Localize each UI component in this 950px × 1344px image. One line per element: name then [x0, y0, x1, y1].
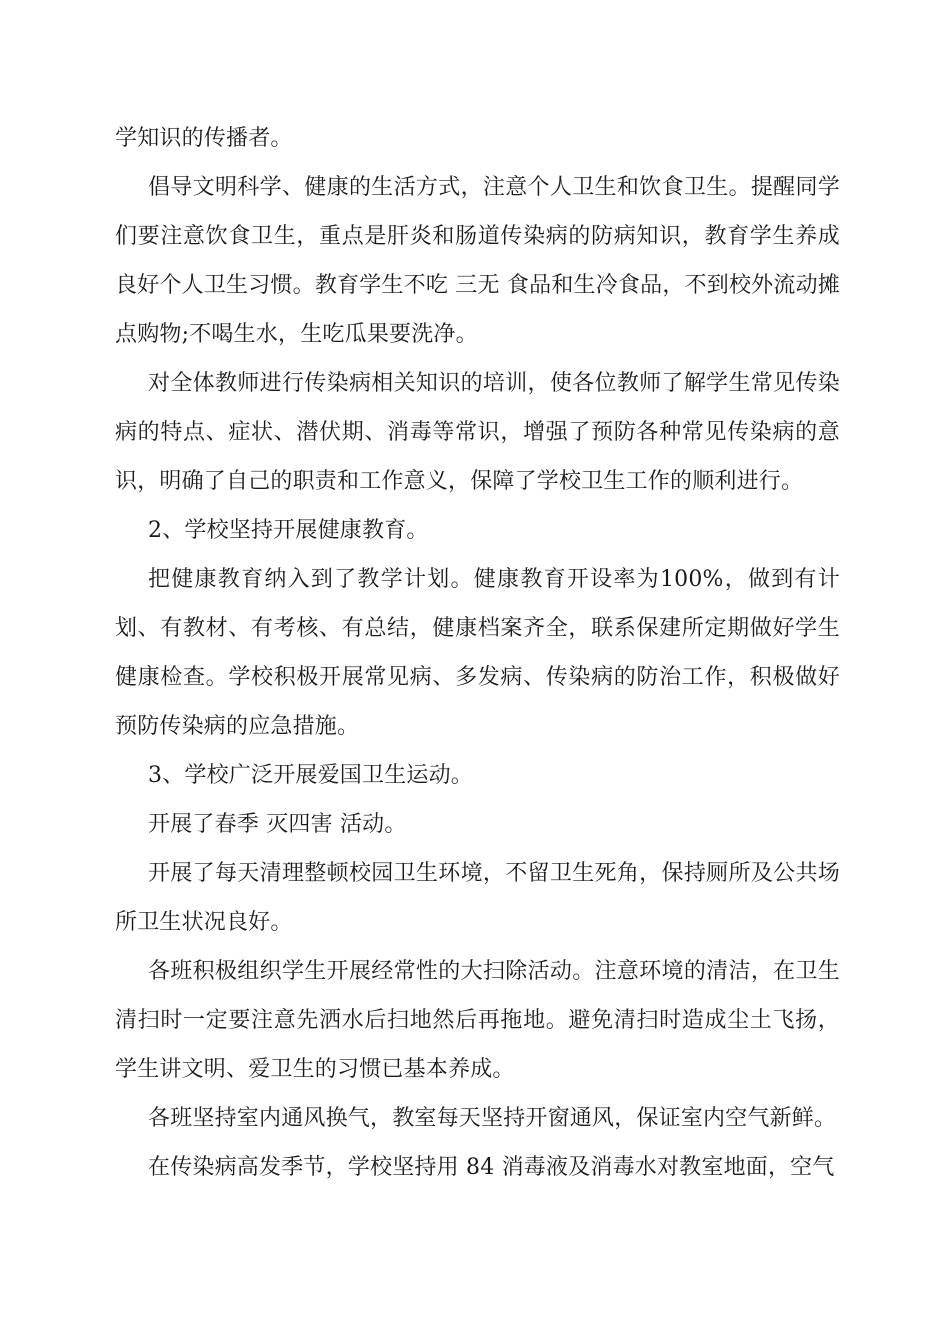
paragraph-6: 开展了春季 灭四害 活动。 [148, 812, 407, 837]
paragraph-7: 开展了每天清理整顿校园卫生环境，不留卫生死角，保持厕所及公共场所卫生状况良好。 [115, 861, 840, 935]
paragraph-9: 各班坚持室内通风换气，教室每天坚持开窗通风，保证室内空气新鲜。 [148, 1106, 837, 1131]
paragraph-2: 对全体教师进行传染病相关知识的培训，使各位教师了解学生常见传染病的特点、症状、潜伏期、消毒等常识，增强了预防各种常见传染病的意识，明确了自己的职责和工作意义，保障了学校卫生工作的顺利进行。 [115, 371, 840, 494]
paragraph-8: 各班积极组织学生开展经常性的大扫除活动。注意环境的清洁，在卫生清扫时一定要注意先洒水后扫地然后再拖地。避免清扫时造成尘土飞扬，学生讲文明、爱卫生的习惯已基本养成。 [115, 959, 840, 1082]
section-heading-3: 3、学校广泛开展爱国卫生运动。 [148, 763, 473, 788]
document-body [115, 114, 840, 1192]
paragraph-1: 倡导文明科学、健康的生活方式，注意个人卫生和饮食卫生。提醒同学们要注意饮食卫生，重点是肝炎和肠道传染病的防病知识，教育学生养成良好个人卫生习惯。教育学生不吃 三无 食品和生冷食品，不到校外流动摊点购物;不喝生水，生吃瓜果要洗净。 [115, 175, 840, 347]
paragraph-10: 在传染病高发季节，学校坚持用 84 消毒液及消毒水对教室地面，空气 [148, 1155, 835, 1180]
paragraph-4: 把健康教育纳入到了教学计划。健康教育开设率为100%，做到有计划、有教材、有考核、有总结，健康档案齐全，联系保建所定期做好学生健康检查。学校积极开展常见病、多发病、传染病的防治工作，积极做好预防传染病的应急措施。 [115, 567, 840, 739]
paragraph-0: 学知识的传播者。 [115, 126, 293, 151]
section-heading-2: 2、学校坚持开展健康教育。 [148, 518, 429, 543]
